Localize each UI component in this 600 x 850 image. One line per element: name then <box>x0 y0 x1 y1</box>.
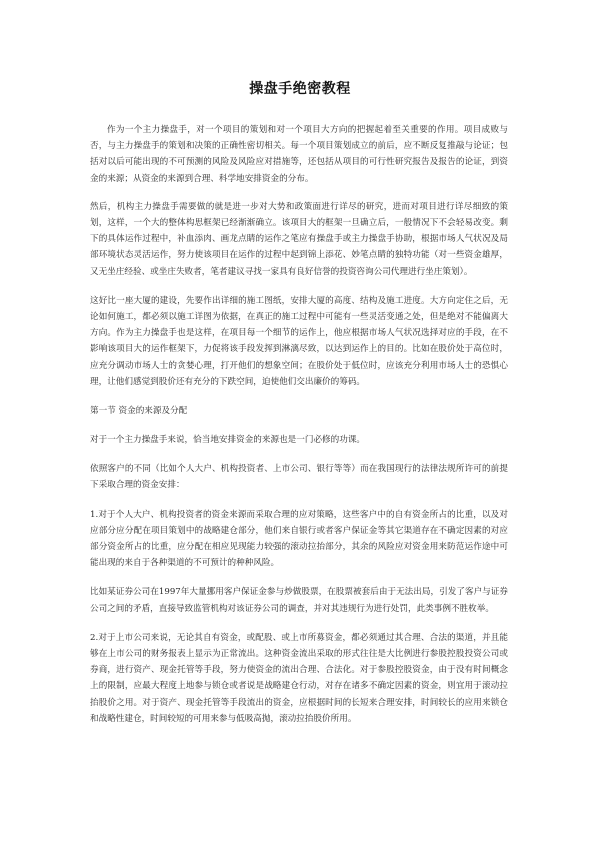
paragraph-client-types: 依照客户的不同（比如个人大户、机构投资者、上市公司、银行等等）而在我国现行的法律法规所许可的前提下采取合理的资金安排： <box>90 464 508 491</box>
document-title: 操盘手绝密教程 <box>249 81 351 97</box>
paragraph-funding-lesson: 对于一个主力操盘手来说，恰当地安排资金的来源也是一门必修的功课。 <box>90 435 366 446</box>
paragraph-point-1: 1.对于个人大户、机构投资者的资金来源而采取合理的应对策略，这些客户中的自有资金所占的比重，以及对应部分应分配在项目策划中的战略建仓部分，他们来自银行或者客户保证金等其它渠道存在不确定因素的对应部分资金所占的比重，应分配在相应见现能力较强的滚动拉抬部分，其余的风险应对资金用来防范运作途中可能出现的来自于各种渠道的不可预计的种种风险。 <box>90 509 508 569</box>
paragraph-intro: 作为一个主力操盘手，对一个项目的策划和对一个项目大方向的把握起着至关重要的作用。项目成败与否，与主力操盘手的策划和决策的正确性密切相关。每一个项目策划成立的前后，应不断反复推敲与论证；包括对以后可能出现的不可预测的风险及风险应对措施等，还包括从项目的可行性研究报告及报告的论证，到资金的来源；从资金的来源到合理、科学地安排资金的分布。 <box>90 125 508 184</box>
paragraph-point-2: 2.对于上市公司来说，无论其自有资金，或配股、或上市所募资金，都必须通过其合理、合法的渠道，并且能够在上市公司的财务报表上显示为正常流出。这种资金流出采取的形式往往是大比例进行参股控股投资公司或券商，进行资产、现金托管等手段，努力使资金的流出合理、合法化。对于参股控股资金，由于没有时间概念上的限制，应最大程度上地参与锁仓或者说是战略建仓行动，对存在诸多不确定因素的资金，则宜用于滚动拉抬股价之用。对于资产、现金托管等手段流出的资金，应根据时间的长短来合理安排，时间较长的应用来锁仓和战略性建仓，时间较短的可用来参与低吸高抛，滚动拉抬股价所用。 <box>90 632 508 724</box>
section-heading: 第一节 资金的来源及分配 <box>90 406 188 417</box>
paragraph-building-analogy: 这好比一座大厦的建设，先要作出详细的施工图纸，安排大厦的高度、结构及施工进度。大方向定住之后，无论如何施工，都必须以施工详图为依据，在真正的施工过程中可能有一些灵活变通之处，但是绝对不能偏离大方向。作为主力操盘手也是这样，在项目每一个细节的运作上，他应根据市场人气状况选择对应的手段，在不影响该项目大的运作框架下，力促将该手段发挥到淋漓尽致，以达到运作上的目的。比如在股价处于高位时，应充分调动市场人士的贪婪心理，打开他们的想象空间；在股价处于低位时，应该充分利用市场人士的恐惧心理，让他们感觉到股价还有充分的下跌空间，迫使他们交出廉价的筹码。 <box>90 295 508 387</box>
paragraph-example: 比如某证券公司在1997年大量挪用客户保证金参与炒做股票，在股票被套后由于无法出局，引发了客户与证券公司之间的矛盾，直接导致监管机构对该证券公司的调查，并对其违规行为进行处罚，此类事例不胜枚举。 <box>90 587 508 614</box>
document-body <box>90 122 508 727</box>
paragraph-strategy: 然后，机构主力操盘手需要做的就是进一步对大势和政策面进行详尽的研究，进而对项目进行详尽细致的策划，这样，一个大的整体构思框架已经渐渐确立。该项目大的框架一旦确立后，一般情况下不会轻易改变。剩下的具体运作过程中，补血添肉、画龙点睛的运作之笔应有操盘手或主力操盘手协助，根据市场人气状况及局部环境状态灵活运作，努力使该项目在运作的过程中起到锦上添花、妙笔点睛的独特功能（对一些资金雄厚，又无坐庄经验、或坐庄失败者，笔者建议寻找一家具有良好信誉的投资咨询公司代理进行坐庄策划）。 <box>90 201 508 277</box>
